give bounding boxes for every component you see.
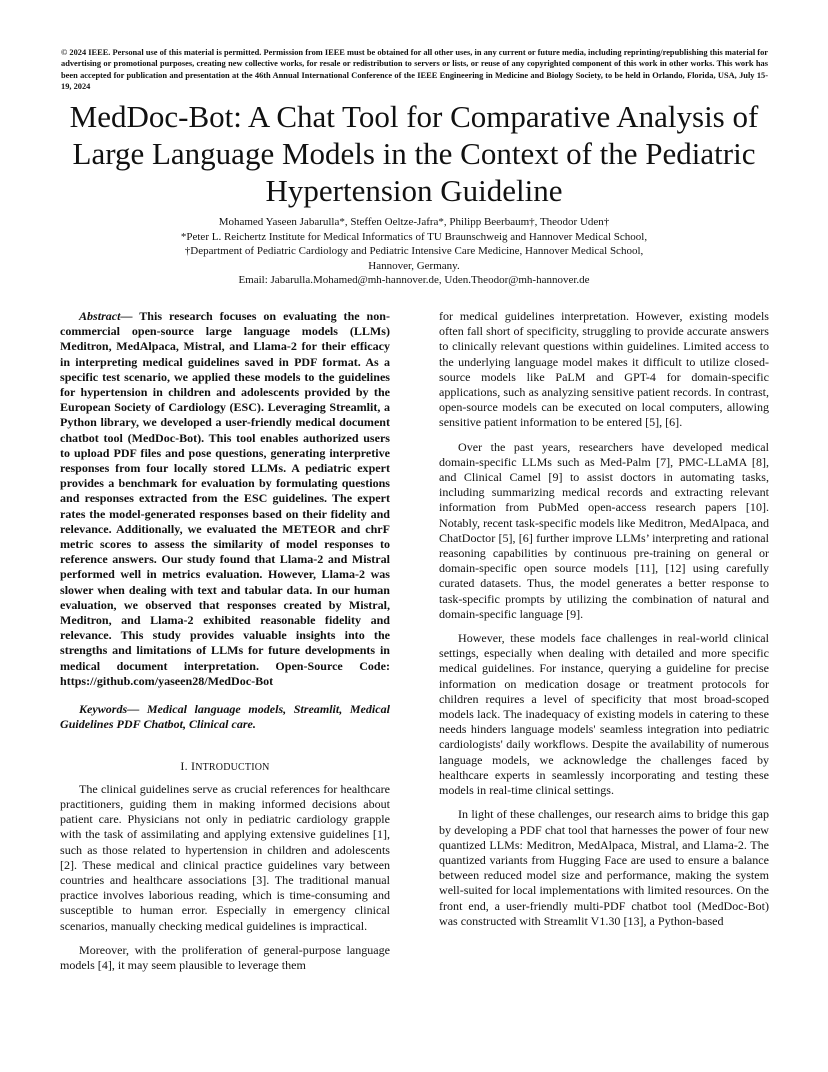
- paragraph: However, these models face challenges in real-world clinical settings, especially when dealing with detailed and more specific medical guidelines. For instance, querying a guideline for precise information on medication dosage or treatment protocols for children requires a level of specificity that most broad-scoped models lack. The inadequacy of existing models in catering to these needs hinders language models' seamless integration into pediatric cardiologists' daily workflows. Despite the availability of numerous language models, we acknowledge the challenges faced by healthcare experts in seamlessly incorporating and testing these models in real-time clinical settings.: [439, 631, 769, 798]
- copyright-notice: © 2024 IEEE. Personal use of this material is permitted. Permission from IEEE must be obtained for all other uses, in any current or future media, including reprinting/republishing this material for advertising or promotional purposes, creating new collective works, for resale or redistribution to servers or lists, or reuse of any copyrighted component of this work in other works. This work has been accepted for publication and presentation at the 46th Annual International Conference of the IEEE Engineering in Medicine and Biology Society, to be held in Orlando, Florida, USA, July 15-19, 2024: [61, 48, 768, 92]
- paragraph: In light of these challenges, our research aims to bridge this gap by developing a PDF chat tool that harnesses the power of four new quantized LLMs: Meditron, MedAlpaca, Mistral, and Llama-2. The quantized variants from Hugging Face are used to ensure a balance between reduced model size and performance, making the system well-suited for local implementations with limited resources. On the front end, a user-friendly multi-PDF chatbot tool (MedDoc-Bot) was constructed with Streamlit V1.30 [13], a Python-based: [439, 807, 769, 928]
- paper-title: MedDoc-Bot: A Chat Tool for Comparative Analysis of Large Language Models in the Context of the Pediatric Hypertension Guideline: [69, 99, 759, 208]
- paragraph: Over the past years, researchers have developed medical domain-specific LLMs such as Med-Palm [7], PMC-LLaMA [8], and Clinical Camel [9] to assist doctors in automating tasks, including summarizing medical records and extracting relevant information from PubMed open-access research papers [10]. Notably, recent task-specific models like Meditron, MedAlpaca, and ChatDoctor [5], [6] further improve LLMs’ interpreting and rational reasoning capabilities by continuous pre-training on general or domain-specific open source models [11], [12] using carefully curated datasets. Thus, the model generates a better response to task-specific prompts by utilizing the combination of natural and domain-specific language [9].: [439, 439, 769, 621]
- section-title-rest: NTRODUCTION: [195, 762, 270, 774]
- abstract-text: This research focuses on evaluating the non-commercial open-source large language models (LLMs) Meditron, MedAlpaca, Mistral, and Llama-2 for their efficacy in interpreting medical guidelines saved in PDF format. As a specific test scenario, we applied these models to the guidelines for hypertension in children and adolescents provided by the European Society of Cardiology (ESC). Leveraging Streamlit, a Python library, we developed a user-friendly medical document chatbot tool (MedDoc-Bot). This tool enables authorized users to upload PDF files and pose questions, generating interpretive responses from four locally stored LLMs. A pediatric expert provides a benchmark for evaluation by formulating questions and responses extracted from the ESC guidelines. The expert rates the model-generated responses based on their fidelity and relevance. Additionally, we evaluated the METEOR and chrF metric scores to assess the similarity of model responses to reference answers. Our study found that Llama-2 and Mistral performed well in metrics evaluation. However, Llama-2 was slower when dealing with text and tabular data. In our human evaluation, we observed that responses created by Mistral, Meditron, and Llama-2 exhibited reasonable fidelity and relevance. This study provides valuable insights into the strengths and limitations of LLMs for future developments in medical document interpretation. Open-Source Code: https://github.com/yaseen28/MedDoc-Bot: [60, 309, 390, 688]
- right-column: [439, 309, 769, 929]
- affiliation-1: *Peter L. Reichertz Institute for Medical Informatics of TU Braunschweig and Hannover Medical School,: [180, 230, 648, 243]
- affiliation-3: Hannover, Germany.: [368, 259, 460, 272]
- affiliation-2: †Department of Pediatric Cardiology and Pediatric Intensive Care Medicine, Hannover Medical School,: [184, 245, 644, 258]
- author-email: Email: Jabarulla.Mohamed@mh-hannover.de, Uden.Theodor@mh-hannover.de: [238, 274, 590, 287]
- section-heading-introduction: [60, 759, 390, 775]
- author-block: [90, 215, 738, 288]
- section-initial: I: [190, 759, 196, 774]
- left-column: [60, 309, 390, 973]
- paragraph: The clinical guidelines serve as crucial references for healthcare practitioners, guiding them in making informed decisions about patient care. Physicians not only in pediatric cardiology grapple with the task of assimilating and applying extensive guidelines [1], such as those related to hypertension in children and adolescents [2]. These medical and clinical practice guidelines vary between countries and healthcare associations [3]. The traditional manual practice involves laborious reading, which is time-consuming and susceptible to human error. Especially in emergency clinical scenarios, manually checking medical guidelines is impractical.: [60, 781, 390, 933]
- author-names: Mohamed Yaseen Jabarulla*, Steffen Oeltze-Jafra*, Philipp Beerbaum†, Theodor Uden†: [218, 216, 610, 228]
- abstract-lead: Abstract—: [79, 309, 133, 323]
- section-number: I.: [180, 759, 188, 774]
- abstract: [60, 309, 390, 689]
- keywords: Keywords— Medical language models, Streamlit, Medical Guidelines PDF Chatbot, Clinical care.: [60, 702, 390, 732]
- paragraph: for medical guidelines interpretation. However, existing models often fall short of specificity, struggling to provide accurate answers to clinically relevant questions within guidelines. Limited access to the underlying language model makes it difficult to utilize closed-source models like PaLM and GPT-4 for domain-specific applications, such as analyzing sensitive patient records. In contrast, open-source models can be executed on local computers, allowing sensitive patient information to be entered [5], [6].: [439, 309, 769, 430]
- paragraph: Moreover, with the proliferation of general-purpose language models [4], it may seem plausible to leverage them: [60, 942, 390, 972]
